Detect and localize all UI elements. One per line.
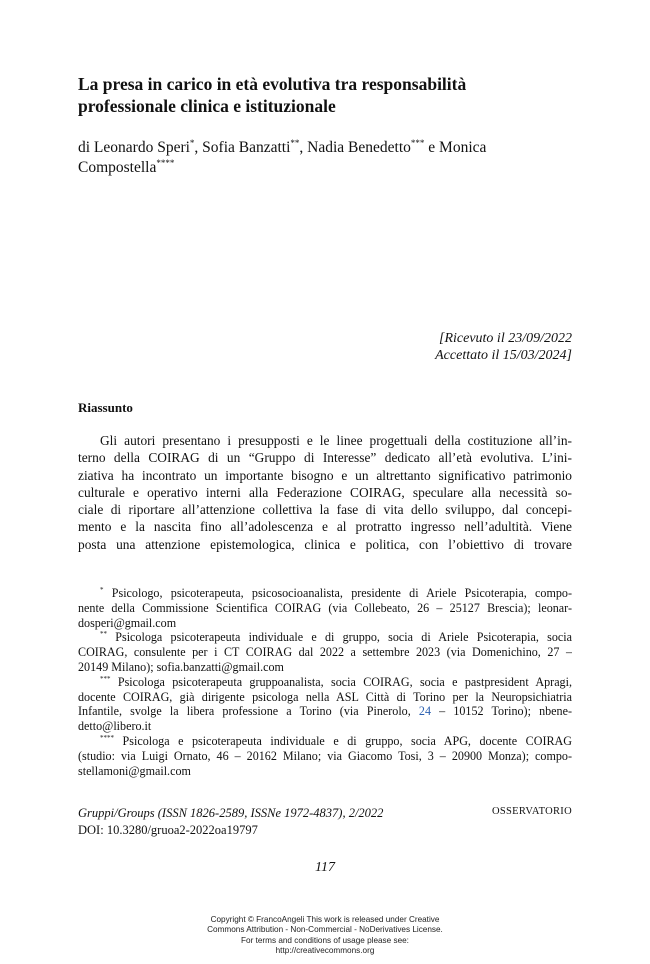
article-title bbox=[78, 73, 578, 117]
abstract-line: ziativa ha incontrato un importante bisogno e un altrettanto significativo patrimonio bbox=[78, 467, 572, 483]
footnote-text: – 10152 Torino); nbene- bbox=[430, 704, 572, 719]
page-number: 117 bbox=[315, 860, 335, 875]
footnote-mark-4[interactable]: **** bbox=[156, 157, 175, 168]
copyright-line: Commons Attribution - Non-Commercial - NoDerivatives License. bbox=[207, 925, 443, 935]
footnote-line bbox=[78, 704, 572, 719]
section-label: OSSERVATORIO bbox=[492, 806, 572, 817]
footnote-mark-3[interactable]: *** bbox=[410, 137, 425, 148]
abstract-line: terno della COIRAG di un “Gruppo di Interesse” dedicato all’età evolutiva. L’ini- bbox=[78, 450, 572, 466]
author-prefix: di Leonardo Speri bbox=[78, 139, 190, 156]
copyright-line: For terms and conditions of usage please see: bbox=[241, 935, 409, 945]
footnote-line bbox=[78, 675, 572, 690]
footnote-line: COIRAG, consulente per i CT COIRAG dal 2022 a settembre 2023 (via Domenichino, 27 – bbox=[78, 645, 572, 660]
footnote-line bbox=[78, 734, 572, 749]
footnote-email[interactable]: dosperi@gmail.com bbox=[78, 615, 177, 630]
abstract-heading: Riassunto bbox=[78, 400, 133, 415]
abstract-line: culturale e operativo interni alla Federazione COIRAG, speculare alla necessità so- bbox=[78, 484, 572, 500]
footnote-mark-1[interactable]: * bbox=[189, 137, 195, 148]
footnote-line bbox=[78, 630, 572, 645]
abstract-body bbox=[78, 432, 572, 553]
abstract-line: ciale di riportare all’attenzione collettiva la fase di vita dello sviluppo, dal concepi- bbox=[78, 502, 572, 518]
footnote-2 bbox=[78, 630, 572, 674]
footnote-2-mark: ** bbox=[100, 630, 107, 639]
footnote-text: Psicologa psicoterapeuta individuale e di gruppo, socia di Ariele Psicoterapia, socia bbox=[107, 630, 572, 645]
license-link[interactable]: http://creativecommons.org bbox=[275, 946, 375, 956]
abstract-line: mento e la nascita fino all’adolescenza e al protratto ingresso nell’adultità. Viene bbox=[78, 519, 572, 535]
author-4-line-2: Compostella bbox=[78, 159, 157, 176]
author-4: e Monica bbox=[424, 139, 487, 156]
author-2: , Sofia Banzatti bbox=[194, 139, 291, 156]
author-list bbox=[78, 138, 578, 178]
street-number-link[interactable]: 24 bbox=[418, 704, 431, 719]
footnote-email[interactable]: detto@libero.it bbox=[78, 719, 152, 734]
doi[interactable]: DOI: 10.3280/gruoa2-2022oa19797 bbox=[78, 823, 258, 837]
footnote-mark-2[interactable]: ** bbox=[290, 137, 300, 148]
footnote-line: nente della Commissione Scientifica COIRAG (via Collebeato, 26 – 25127 Brescia); leonar- bbox=[78, 600, 572, 615]
footnote-3 bbox=[78, 675, 572, 734]
title-line-2: professionale clinica e istituzionale bbox=[78, 96, 336, 116]
footnote-email[interactable]: stellamoni@gmail.com bbox=[78, 763, 191, 778]
footnote-1-mark: * bbox=[100, 586, 104, 594]
footnote-4-mark: **** bbox=[100, 733, 114, 742]
footnote-text: Psicologo, psicoterapeuta, psicosocioanalista, presidente di Ariele Psicoterapia, compo- bbox=[103, 586, 572, 600]
abstract-line: Gli autori presentano i presupposti e le linee progettuali della costituzione all’in- bbox=[100, 433, 572, 448]
footnotes bbox=[78, 586, 572, 778]
footnote-3-mark: *** bbox=[100, 674, 111, 683]
copyright-line: Copyright © FrancoAngeli This work is released under Creative bbox=[210, 915, 440, 924]
footnote-line bbox=[78, 586, 572, 601]
footnote-4 bbox=[78, 734, 572, 778]
copyright-notice bbox=[0, 915, 650, 957]
footnote-line: (studio: via Luigi Ornato, 46 – 20162 Milano; via Giacomo Tosi, 3 – 20900 Monza); compo- bbox=[78, 748, 572, 763]
received-date: [Ricevuto il 23/09/2022 bbox=[439, 331, 572, 346]
footnote-text: Psicologa psicoterapeuta gruppoanalista, socia COIRAG, socia e pastpresident Apragi, bbox=[110, 674, 572, 689]
footnote-1 bbox=[78, 586, 572, 630]
footnote-text: Infantile, svolge la libera professione a Torino (via Pinerolo, bbox=[78, 704, 419, 719]
footnote-line: 20149 Milano); sofia.banzatti@gmail.com bbox=[78, 659, 284, 674]
footnote-text: Psicologa e psicoterapeuta individuale e di gruppo, socia APG, docente COIRAG bbox=[114, 733, 572, 748]
journal-citation: Gruppi/Groups (ISSN 1826-2589, ISSNe 1972-4837), 2/2022 bbox=[78, 806, 384, 820]
author-3: , Nadia Benedetto bbox=[299, 139, 411, 156]
title-line-1: La presa in carico in età evolutiva tra responsabilità bbox=[78, 74, 467, 94]
abstract-line: posta una attenzione epistemologica, clinica e politica, con l’obiettivo di trovare bbox=[78, 536, 572, 552]
footnote-line: docente COIRAG, già dirigente psicologa nella ASL Città di Torino per la Neuropsichiatria bbox=[78, 689, 572, 704]
accepted-date: Accettato il 15/03/2024] bbox=[435, 348, 572, 363]
submission-dates bbox=[435, 330, 572, 364]
